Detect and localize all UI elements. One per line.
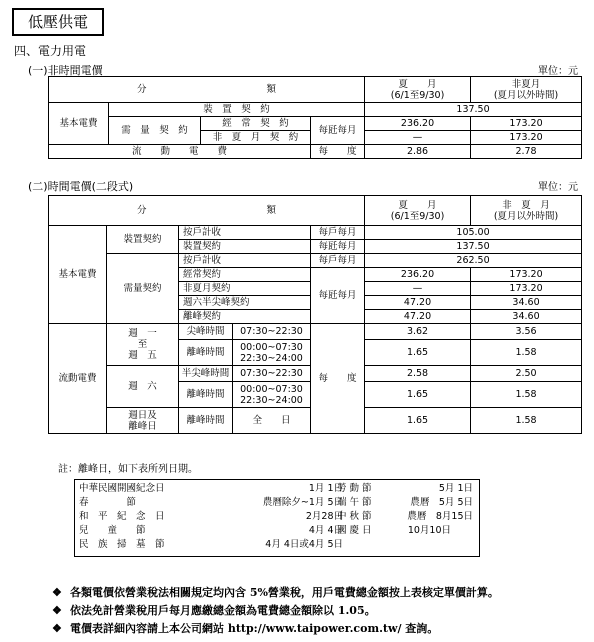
bullet-exempt-note: ❖ 依法免計營業稅用戶每月應繳總金額為電費總金額除以 1.05。 [52, 604, 376, 617]
per-kwh-label: 每 度 [311, 324, 365, 434]
install-contract-value: 137.50 [365, 103, 582, 117]
sunday-offpeak-day-label: 週日及 離峰日 [107, 408, 179, 434]
header-summer: 夏 月 (6/1至9/30) [365, 77, 471, 103]
bullet-tax-note: ❖ 各類電價依營業稅法相關規定均內含 5%營業稅，用戶電費總金額按上表核定單價計算。 [52, 586, 499, 599]
semi-peak-summer-value: 2.58 [365, 366, 471, 382]
time-rate-table [48, 195, 582, 434]
saturday-off-peak-non-summer-value: 1.58 [471, 382, 582, 408]
section-heading: 四、電力用電 [14, 44, 87, 58]
off-peak-note: 註：離峰日，如下表所列日期。 [58, 464, 198, 475]
weekday-off-peak-label: 離峰時間 [179, 340, 233, 366]
off-peak-contract-label: 離峰契約 [179, 310, 311, 324]
per-kw-month-label: 每瓩每月 [311, 268, 365, 324]
saturday-off-peak-label: 離峰時間 [179, 382, 233, 408]
install-contract-group: 裝置契約 [107, 226, 179, 254]
saturday-off-peak-summer-value: 1.65 [365, 382, 471, 408]
per-household-month: 每戶每月 [311, 226, 365, 240]
per-household-label-2: 按戶計收 [179, 254, 311, 268]
basic-fee-label: 基本電費 [49, 226, 107, 324]
demand-contract-group: 需量契約 [107, 254, 179, 324]
install-contract-value: 137.50 [365, 240, 582, 254]
energy-fee-label: 流 動 電 費 [49, 145, 311, 159]
header-non-summer: 非夏月 (夏月以外時間) [471, 77, 582, 103]
semi-peak-time-label: 半尖峰時間 [179, 366, 233, 382]
install-contract-label: 裝置契約 [179, 240, 311, 254]
header-non-summer: 非 夏 月 (夏月以外時間) [471, 196, 582, 226]
holiday-row: 春 節 農曆除夕~1月 5日 端 午 節 農曆 5月 5日 [79, 497, 473, 508]
saturday-semi-peak-non-summer-value: 34.60 [471, 296, 582, 310]
per-kw-month: 每瓩每月 [311, 240, 365, 254]
energy-non-summer-value: 2.78 [471, 145, 582, 159]
non-summer-contract-label: 非 夏 月 契 約 [201, 131, 311, 145]
energy-summer-value: 2.86 [365, 145, 471, 159]
all-day-label: 全 日 [233, 408, 311, 434]
saturday-label: 週 六 [107, 366, 179, 408]
per-household-value: 105.00 [365, 226, 582, 240]
non-time-rate-table [48, 76, 582, 159]
non-summer-contract-summer-value: — [365, 131, 471, 145]
bullet-website-note: ❖ 電價表詳細內容請上本公司網站 http://www.taipower.com.tw/ 查詢。 [52, 622, 439, 635]
holiday-row: 兒 童 節 4月 4日 國 慶 日 10月10日 [79, 525, 451, 536]
non-summer-contract-label: 非夏月契約 [179, 282, 311, 296]
non-summer-contract-value: 173.20 [471, 131, 582, 145]
saturday-semi-peak-contract-label: 週六半尖峰契約 [179, 296, 311, 310]
regular-summer-value: 236.20 [365, 117, 471, 131]
per-household-month-2: 每戶每月 [311, 254, 365, 268]
regular-contract-label: 經 常 契 約 [201, 117, 311, 131]
table1-title: (一)非時間電價 [28, 64, 103, 77]
off-peak-contract-non-summer-value: 34.60 [471, 310, 582, 324]
header-category: 分 類 [49, 196, 365, 226]
demand-contract-label: 需 量 契 約 [109, 117, 201, 145]
energy-fee-label: 流動電費 [49, 324, 107, 434]
regular-non-summer-value: 173.20 [471, 117, 582, 131]
table2-unit: 單位：元 [538, 182, 578, 193]
per-household-value-2: 262.50 [365, 254, 582, 268]
regular-summer-value: 236.20 [365, 268, 471, 282]
holiday-row: 中華民國開國紀念日 1月 1日 勞 動 節 5月 1日 [79, 483, 473, 494]
peak-time-label: 尖峰時間 [179, 324, 233, 340]
diamond-bullet-icon: ❖ [52, 622, 62, 635]
table1-unit: 單位：元 [538, 66, 578, 77]
per-household-label: 按戶計收 [179, 226, 311, 240]
weekday-off-peak-range: 00:00~07:30 22:30~24:00 [233, 340, 311, 366]
off-peak-contract-summer-value: 47.20 [365, 310, 471, 324]
basic-fee-label: 基本電費 [49, 103, 109, 145]
table2-title: (二)時間電價(二段式) [28, 180, 134, 193]
peak-summer-value: 3.62 [365, 324, 471, 340]
semi-peak-time-range: 07:30~22:30 [233, 366, 311, 382]
header-category: 分 類 [49, 77, 365, 103]
per-kwh-label: 每 度 [311, 145, 365, 159]
holiday-list [74, 479, 480, 557]
weekday-label: 週 一 至 週 五 [107, 324, 179, 366]
weekday-off-peak-non-summer-value: 1.58 [471, 340, 582, 366]
diamond-bullet-icon: ❖ [52, 604, 62, 617]
sunday-summer-value: 1.65 [365, 408, 471, 434]
peak-time-range: 07:30~22:30 [233, 324, 311, 340]
sunday-non-summer-value: 1.58 [471, 408, 582, 434]
non-summer-contract-summer-value: — [365, 282, 471, 296]
per-kw-month-label: 每瓩每月 [311, 117, 365, 145]
semi-peak-non-summer-value: 2.50 [471, 366, 582, 382]
diamond-bullet-icon: ❖ [52, 586, 62, 599]
sunday-off-peak-label: 離峰時間 [179, 408, 233, 434]
install-contract-label: 裝 置 契 約 [109, 103, 365, 117]
regular-non-summer-value: 173.20 [471, 268, 582, 282]
holiday-row: 民 族 掃 墓 節 4月 4日或4月 5日 [79, 539, 343, 550]
non-summer-contract-value: 173.20 [471, 282, 582, 296]
saturday-off-peak-range: 00:00~07:30 22:30~24:00 [233, 382, 311, 408]
page-title: 低壓供電 [12, 8, 104, 36]
regular-contract-label: 經常契約 [179, 268, 311, 282]
holiday-row: 和 平 紀 念 日 2月28日 中 秋 節 農曆 8月15日 [79, 511, 473, 522]
saturday-semi-peak-summer-value: 47.20 [365, 296, 471, 310]
peak-non-summer-value: 3.56 [471, 324, 582, 340]
header-summer: 夏 月 (6/1至9/30) [365, 196, 471, 226]
weekday-off-peak-summer-value: 1.65 [365, 340, 471, 366]
